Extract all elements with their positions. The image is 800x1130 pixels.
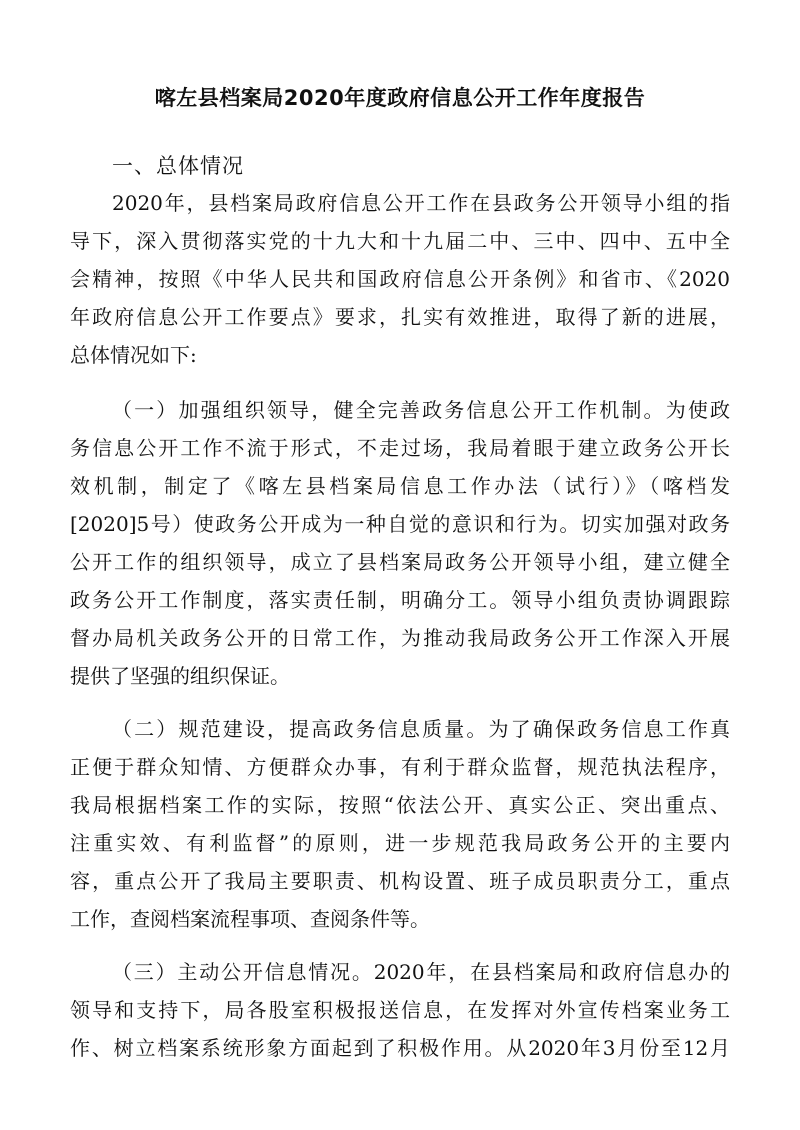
paragraph-line: 会精神，按照《中华人民共和国政府信息公开条例》和省市、《2020: [70, 267, 730, 291]
paragraph-line: 容，重点公开了我局主要职责、机构设置、班子成员职责分工，重点: [70, 869, 730, 893]
paragraph-line: 注重实效、有利监督”的原则，进一步规范我局政务公开的主要内: [70, 831, 730, 855]
paragraph-line: （一）加强组织领导，健全完善政务信息公开工作机制。为使政: [112, 398, 730, 422]
paragraph-line: 政务公开工作制度，落实责任制，明确分工。领导小组负责协调跟踪: [70, 588, 730, 612]
document-title: 喀左县档案局2020年度政府信息公开工作年度报告: [154, 86, 646, 110]
paragraph-line: [2020]5号）使政务公开成为一种自觉的意识和行为。切实加强对政务: [70, 512, 730, 536]
paragraph-line: 导下，深入贯彻落实党的十九大和十九届二中、三中、四中、五中全: [70, 229, 730, 253]
paragraph-line: 公开工作的组织领导，成立了县档案局政务公开领导小组，建立健全: [70, 550, 730, 574]
paragraph-line: 效机制，制定了《喀左县档案局信息工作办法（试行）》（喀档发: [70, 474, 730, 498]
paragraph-line: （三）主动公开信息情况。2020年，在县档案局和政府信息办的: [112, 960, 730, 984]
paragraph-line: 我局根据档案工作的实际，按照“依法公开、真实公正、突出重点、: [70, 793, 730, 817]
paragraph-line: 领导和支持下，局各股室积极报送信息，在发挥对外宣传档案业务工: [70, 998, 730, 1022]
paragraph-line: 务信息公开工作不流于形式，不走过场，我局着眼于建立政务公开长: [70, 436, 730, 460]
paragraph-line: 2020年，县档案局政府信息公开工作在县政务公开领导小组的指: [112, 191, 730, 215]
paragraph-line: 督办局机关政务公开的日常工作，为推动我局政务公开工作深入开展: [70, 626, 730, 650]
paragraph-line: 年政府信息公开工作要点》要求，扎实有效推进，取得了新的进展，: [70, 305, 730, 329]
paragraph-line: 正便于群众知情、方便群众办事，有利于群众监督，规范执法程序，: [70, 755, 730, 779]
paragraph-line: 作、树立档案系统形象方面起到了积极作用。从2020年3月份至12月: [70, 1036, 730, 1060]
section-heading: 一、总体情况: [112, 154, 244, 178]
paragraph-line: 工作，查阅档案流程事项、查阅条件等。: [70, 907, 430, 931]
paragraph-line: 总体情况如下:: [70, 343, 197, 367]
paragraph-line: 提供了坚强的组织保证。: [70, 664, 290, 688]
paragraph-line: （二）规范建设，提高政务信息质量。为了确保政务信息工作真: [112, 717, 730, 741]
